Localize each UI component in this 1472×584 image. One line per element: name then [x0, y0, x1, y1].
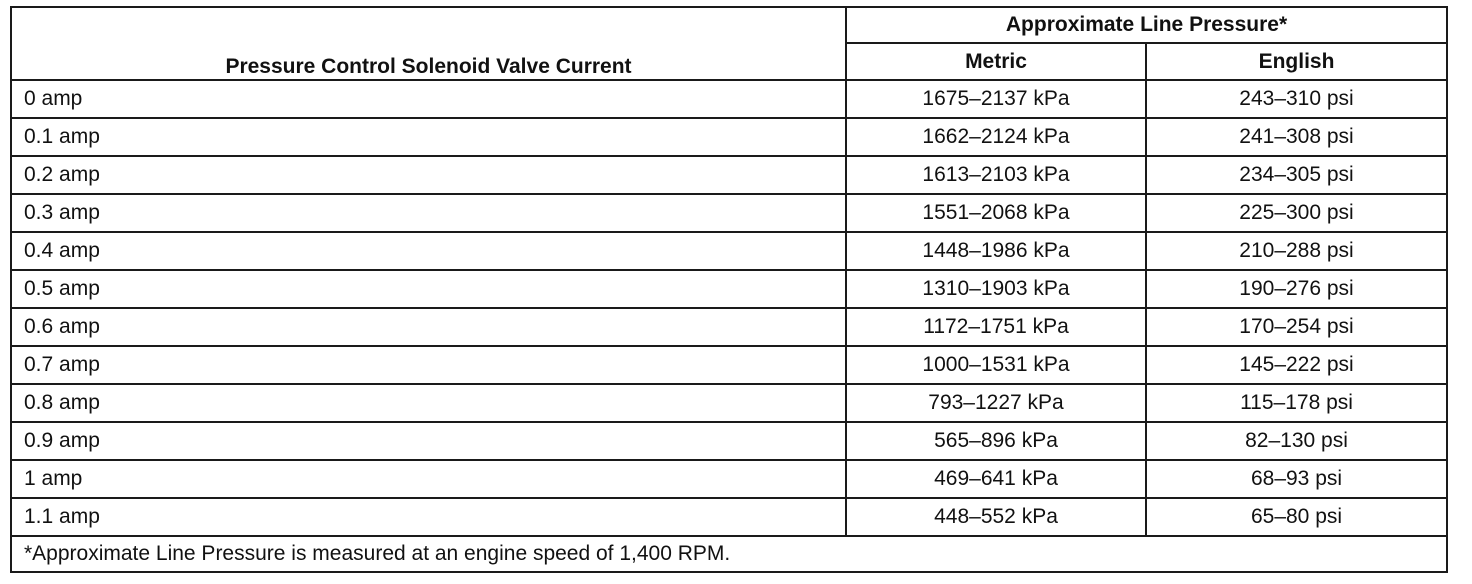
cell-metric: 1551–2068 kPa [846, 194, 1146, 232]
header-approx-line-pressure: Approximate Line Pressure* [846, 7, 1447, 43]
cell-current: 0.7 amp [11, 346, 846, 384]
table-row [11, 156, 1447, 194]
cell-current: 0.3 amp [11, 194, 846, 232]
cell-metric: 1172–1751 kPa [846, 308, 1146, 346]
cell-english: 115–178 psi [1146, 384, 1447, 422]
cell-english: 234–305 psi [1146, 156, 1447, 194]
cell-english: 243–310 psi [1146, 80, 1447, 118]
header-solenoid-current: Pressure Control Solenoid Valve Current [11, 7, 846, 80]
cell-current: 0.1 amp [11, 118, 846, 156]
table-row [11, 308, 1447, 346]
cell-current: 1.1 amp [11, 498, 846, 536]
cell-english: 190–276 psi [1146, 270, 1447, 308]
cell-english: 145–222 psi [1146, 346, 1447, 384]
cell-metric: 565–896 kPa [846, 422, 1146, 460]
cell-metric: 1662–2124 kPa [846, 118, 1146, 156]
cell-current: 0.2 amp [11, 156, 846, 194]
line-pressure-table [10, 6, 1448, 573]
cell-metric: 793–1227 kPa [846, 384, 1146, 422]
cell-english: 65–80 psi [1146, 498, 1447, 536]
cell-english: 82–130 psi [1146, 422, 1447, 460]
cell-english: 68–93 psi [1146, 460, 1447, 498]
table-row [11, 194, 1447, 232]
cell-english: 170–254 psi [1146, 308, 1447, 346]
table-footer [11, 536, 1447, 572]
table-row [11, 346, 1447, 384]
cell-metric: 1675–2137 kPa [846, 80, 1146, 118]
table-row [11, 422, 1447, 460]
cell-english: 241–308 psi [1146, 118, 1447, 156]
cell-metric: 469–641 kPa [846, 460, 1146, 498]
table-row [11, 118, 1447, 156]
cell-metric: 1310–1903 kPa [846, 270, 1146, 308]
cell-metric: 1613–2103 kPa [846, 156, 1146, 194]
cell-current: 0.5 amp [11, 270, 846, 308]
table-row [11, 232, 1447, 270]
cell-current: 0.4 amp [11, 232, 846, 270]
table-row [11, 270, 1447, 308]
cell-english: 210–288 psi [1146, 232, 1447, 270]
cell-metric: 1448–1986 kPa [846, 232, 1146, 270]
cell-current: 0.9 amp [11, 422, 846, 460]
footnote: *Approximate Line Pressure is measured at an engine speed of 1,400 RPM. [11, 536, 1447, 572]
cell-metric: 448–552 kPa [846, 498, 1146, 536]
header-row-1 [11, 7, 1447, 43]
cell-current: 0 amp [11, 80, 846, 118]
table-body [11, 80, 1447, 536]
table-row [11, 80, 1447, 118]
table-row [11, 498, 1447, 536]
table-header [11, 7, 1447, 80]
cell-current: 1 amp [11, 460, 846, 498]
header-english: English [1146, 43, 1447, 80]
table-row [11, 384, 1447, 422]
footnote-row [11, 536, 1447, 572]
header-metric: Metric [846, 43, 1146, 80]
cell-english: 225–300 psi [1146, 194, 1447, 232]
cell-current: 0.8 amp [11, 384, 846, 422]
table-row [11, 460, 1447, 498]
cell-current: 0.6 amp [11, 308, 846, 346]
cell-metric: 1000–1531 kPa [846, 346, 1146, 384]
